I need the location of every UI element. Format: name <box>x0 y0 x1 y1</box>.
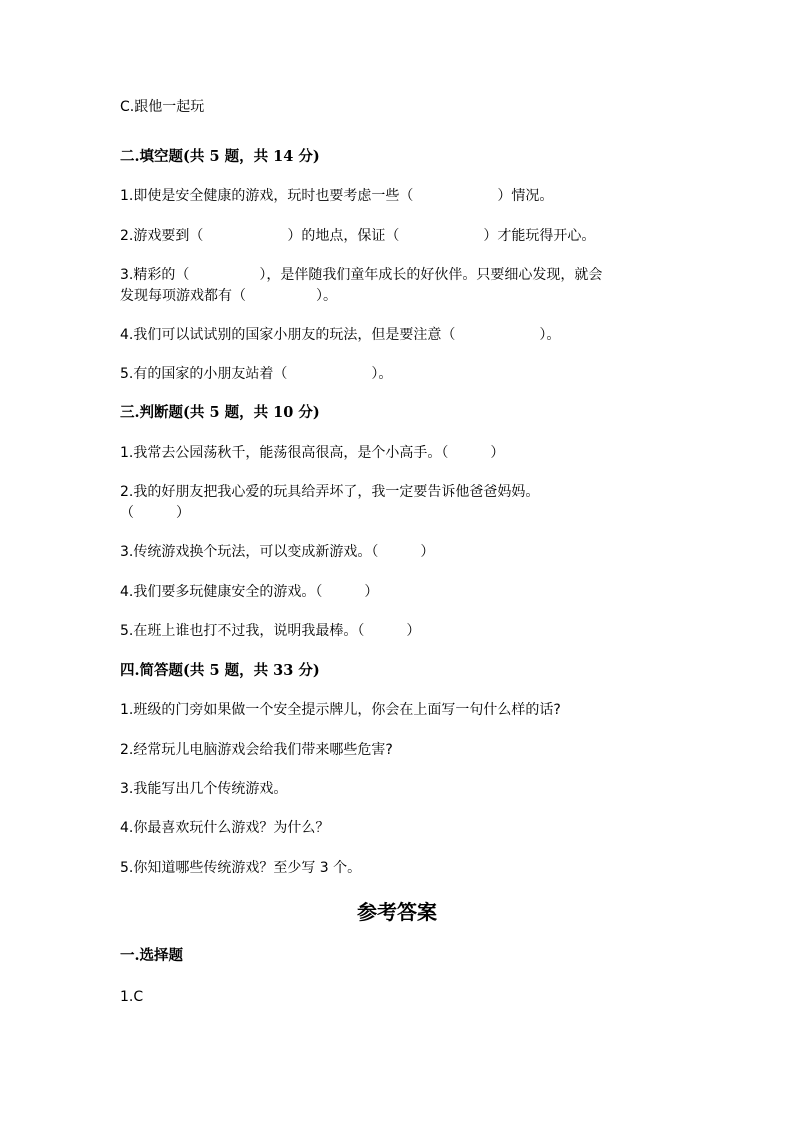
true-false-question-4: 4.我们要多玩健康安全的游戏。（ ） <box>120 584 379 600</box>
true-false-question-2-line-1: 2.我的好朋友把我心爱的玩具给弄坏了，我一定要告诉他爸爸妈妈。 <box>120 484 540 500</box>
short-answer-question-1: 1.班级的门旁如果做一个安全提示牌儿，你会在上面写一句什么样的话? <box>120 702 561 718</box>
short-answer-question-3: 3.我能写出几个传统游戏。 <box>120 781 288 797</box>
choice-option-c: C.跟他一起玩 <box>120 99 205 115</box>
fill-blank-question-5: 5.有的国家的小朋友站着（ ）。 <box>120 366 393 382</box>
fill-blank-question-3-line-1: 3.精彩的（ ），是伴随我们童年成长的好伙伴。只要细心发现，就会 <box>120 267 603 283</box>
short-answer-question-2: 2.经常玩儿电脑游戏会给我们带来哪些危害? <box>120 742 393 758</box>
fill-blank-question-1: 1.即使是安全健康的游戏，玩时也要考虑一些（ ）情况。 <box>120 188 554 204</box>
fill-blank-question-4: 4.我们可以试试别的国家小朋友的玩法，但是要注意（ ）。 <box>120 327 561 343</box>
short-answer-question-5: 5.你知道哪些传统游戏？至少写 3 个。 <box>120 860 362 876</box>
true-false-question-5: 5.在班上谁也打不过我，说明我最棒。（ ） <box>120 623 421 639</box>
answer-choice-1: 1.C <box>120 989 144 1005</box>
fill-blank-question-3-line-2: 发现每项游戏都有（ ）。 <box>120 288 337 304</box>
true-false-question-1: 1.我常去公园荡秋千，能荡很高很高，是个小高手。（ ） <box>120 445 505 461</box>
answer-section-heading-choice: 一.选择题 <box>120 947 184 964</box>
section-heading-true-false: 三.判断题(共 5 题，共 10 分) <box>120 404 320 421</box>
true-false-question-3: 3.传统游戏换个玩法，可以变成新游戏。（ ） <box>120 544 435 560</box>
true-false-question-2-line-2: （ ） <box>120 505 190 521</box>
short-answer-question-4: 4.你最喜欢玩什么游戏？为什么？ <box>120 820 330 836</box>
section-heading-fill-blank: 二.填空题(共 5 题，共 14 分) <box>120 148 320 165</box>
fill-blank-question-2: 2.游戏要到（ ）的地点，保证（ ）才能玩得开心。 <box>120 228 596 244</box>
answer-key-title: 参考答案 <box>357 900 437 924</box>
section-heading-short-answer: 四.简答题(共 5 题，共 33 分) <box>120 662 320 679</box>
